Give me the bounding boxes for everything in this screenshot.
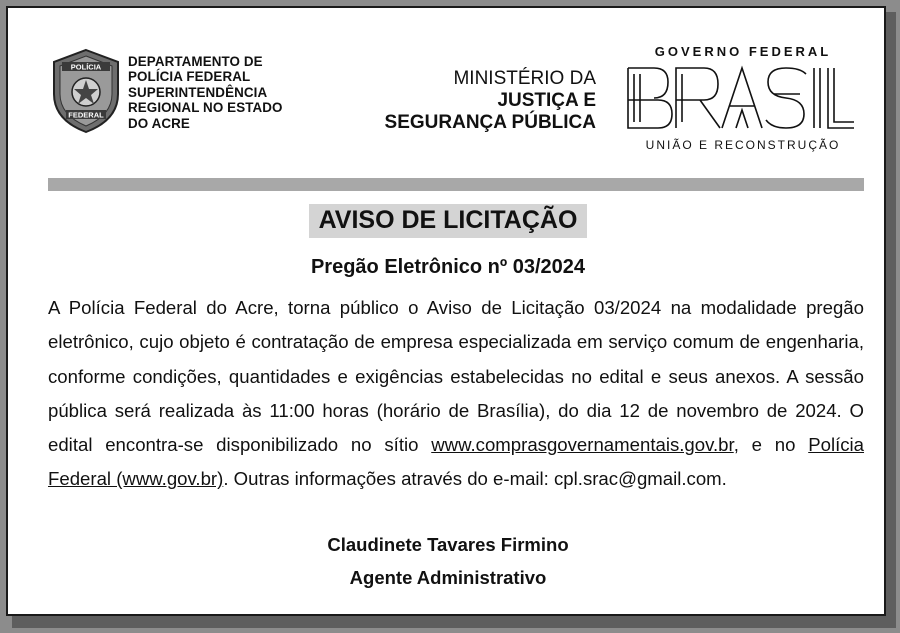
gov-top-text: GOVERNO FEDERAL <box>654 44 832 59</box>
department-line: DEPARTAMENTO DE <box>128 54 263 69</box>
header-divider <box>48 178 864 191</box>
notice-subtitle: Pregão Eletrônico nº 03/2024 <box>310 256 586 278</box>
ministry-line: JUSTIÇA E <box>497 90 596 111</box>
signer-role: Agente Administrativo <box>349 567 547 588</box>
notice-title: AVISO DE LICITAÇÃO <box>309 204 588 238</box>
brasil-wordmark-icon <box>624 64 856 134</box>
body-text-part: . Outras informações através do e-mail: cpl.srac@gmail.com. <box>223 468 727 490</box>
ministry-logo <box>360 68 596 134</box>
department-line: DO ACRE <box>128 115 190 131</box>
signer-name: Claudinete Tavares Firmino <box>327 534 569 555</box>
ministry-line: MINISTÉRIO DA <box>453 68 596 89</box>
badge-text-bottom: FEDERAL <box>68 110 104 120</box>
police-badge-icon <box>48 48 124 134</box>
ministry-line: SEGURANÇA PÚBLICA <box>384 112 596 133</box>
gov-tagline: UNIÃO E RECONSTRUÇÃO <box>645 138 841 152</box>
governo-federal-logo <box>624 44 856 154</box>
notice-frame <box>6 6 886 616</box>
department-line: REGIONAL NO ESTADO <box>128 100 283 116</box>
compras-link[interactable]: www.comprasgovernamentais.gov.br <box>431 434 734 456</box>
title-wrapper <box>8 204 888 238</box>
badge-text-top: POLÍCIA <box>70 62 102 72</box>
body-text-part: , e no <box>733 434 809 456</box>
notice-body <box>48 291 864 497</box>
body-text-part: A Polícia Federal do Acre, torna público o Aviso de Licitação 03/2024 na modalidade pregão eletrônico, cujo objeto é contratação de empresa especializada em serviço comum de engenharia, conforme condições, quantidades e exigências estabelecidas no edital e seus anexos. A sessão pública será realizada às 11:00 horas (horário de Brasília), do dia 12 de novembro de 2024. O edital encontra-se disponibilizado no sítio <box>48 297 864 456</box>
department-line: POLÍCIA FEDERAL <box>128 69 251 85</box>
department-line: SUPERINTENDÊNCIA <box>128 84 268 100</box>
department-name <box>128 54 318 131</box>
policia-federal-link[interactable]: Polícia Federal (www.gov.br) <box>48 434 865 490</box>
